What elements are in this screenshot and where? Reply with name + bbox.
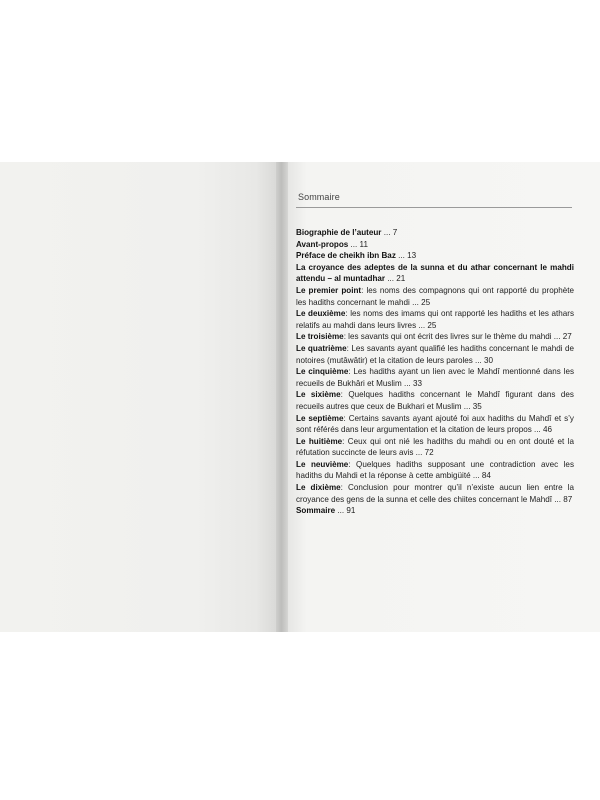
table-of-contents bbox=[296, 227, 574, 517]
toc-entry-page: ... 33 bbox=[401, 378, 422, 388]
toc-entry-title: Le sixième bbox=[296, 390, 341, 400]
toc-entry-page: ... 13 bbox=[395, 251, 417, 261]
toc-entry-title: Le septième bbox=[296, 413, 344, 423]
toc-entry-preface bbox=[296, 250, 574, 262]
toc-entry-page: ... 11 bbox=[348, 239, 368, 249]
toc-entry-title: La croyance des adeptes de la sunna et du athar concernant le mahdi attendu – al muntadhar bbox=[296, 262, 574, 284]
toc-entry-title: Biographie de l’auteur bbox=[296, 228, 382, 237]
toc-entry-title: Le quatrième bbox=[296, 343, 347, 353]
toc-entry-text: : Les savants ayant qualifié les hadiths concernant le mahdi de notoires (mutâwâtir) et la citation de leurs paroles bbox=[296, 343, 574, 365]
toc-entry-title: Le deuxième bbox=[296, 309, 346, 319]
toc-entry-deuxieme bbox=[296, 308, 574, 331]
toc-entry-text: : Ceux qui ont nié les hadiths du mahdi ou en ont douté et la réfutation succincte de leurs avis bbox=[296, 436, 574, 458]
left-page bbox=[0, 162, 278, 632]
header-rule bbox=[296, 207, 572, 208]
toc-entry-avant-propos bbox=[296, 239, 574, 251]
toc-entry-page: ... 21 bbox=[385, 274, 406, 284]
toc-entry-title: Le cinquième bbox=[296, 367, 349, 377]
toc-entry-septieme bbox=[296, 413, 574, 436]
toc-entry-text: : Conclusion pour montrer qu’il n’existe aucun lien entre la croyance des gens de la sunna et celle des chiites concernant le Mahdî bbox=[296, 483, 574, 504]
toc-entry-page: ... 27 bbox=[551, 332, 572, 342]
toc-entry-premier-point bbox=[296, 285, 574, 308]
toc-entry-text: : Quelques hadiths concernant le Mahdî figurant dans des recueils autres que ceux de Bukhari et Muslim bbox=[296, 390, 574, 411]
toc-entry-text: : Certains savants ayant ajouté foi aux hadiths du Mahdî et s’y sont référés dans leur argumentation et la citation de leurs propos bbox=[296, 413, 574, 435]
toc-entry-quatrieme bbox=[296, 343, 574, 366]
toc-entry-sixieme bbox=[296, 389, 574, 412]
toc-entry-title: Le huitième bbox=[296, 436, 343, 446]
book-gutter bbox=[276, 162, 288, 632]
toc-entry-title: Le premier point bbox=[296, 285, 362, 295]
toc-entry-page: ... 35 bbox=[461, 401, 482, 411]
toc-entry-cinquieme bbox=[296, 366, 574, 389]
toc-entry-title: Le troisième bbox=[296, 332, 344, 342]
toc-entry-title: Le neuvième bbox=[296, 459, 349, 469]
toc-entry-page: ... 91 bbox=[335, 506, 356, 516]
toc-entry-text: : Les hadiths ayant un lien avec le Mahdî mentionné dans les recueils de Bukhâri et Muslim bbox=[296, 367, 574, 388]
toc-entry-dixieme bbox=[296, 482, 574, 505]
toc-entry-page: ... 46 bbox=[531, 425, 553, 435]
toc-entry-title: Sommaire bbox=[296, 506, 336, 516]
toc-entry-neuvieme bbox=[296, 459, 574, 482]
toc-entry-text: : Quelques hadiths supposant une contradiction avec les hadiths du Mahdi et la réponse à cette ambigüité bbox=[296, 459, 574, 481]
toc-entry-title: Préface de cheikh ibn Baz bbox=[296, 251, 396, 261]
toc-entry-page: ... 30 bbox=[472, 355, 494, 365]
toc-entry-croyance bbox=[296, 262, 574, 285]
toc-entry-text: : les noms des imams qui ont rapporté les hadiths et les athars relatifs au mahdi dans leurs livres bbox=[296, 309, 574, 330]
running-head: Sommaire bbox=[298, 192, 340, 202]
toc-entry-text: : les noms des compagnons qui ont rapporté du prophète les hadiths concernant le mahdi bbox=[296, 285, 574, 307]
toc-entry-page: ... 7 bbox=[381, 228, 398, 237]
toc-entry-page: ... 25 bbox=[416, 320, 437, 330]
toc-entry-page: ... 87 bbox=[552, 494, 573, 504]
toc-entry-title: Avant-propos bbox=[296, 239, 349, 249]
toc-entry-biographie bbox=[296, 227, 574, 239]
toc-entry-title: Le dixième bbox=[296, 483, 341, 493]
toc-entry-sommaire bbox=[296, 505, 574, 517]
toc-entry-page: ... 72 bbox=[413, 448, 434, 458]
toc-entry-huitieme bbox=[296, 436, 574, 459]
toc-entry-troisieme bbox=[296, 331, 574, 343]
toc-entry-page: ... 84 bbox=[470, 471, 491, 481]
toc-entry-page: ... 25 bbox=[409, 297, 431, 307]
toc-entry-text: : les savants qui ont écrit des livres sur le thème du mahdi bbox=[343, 332, 552, 342]
